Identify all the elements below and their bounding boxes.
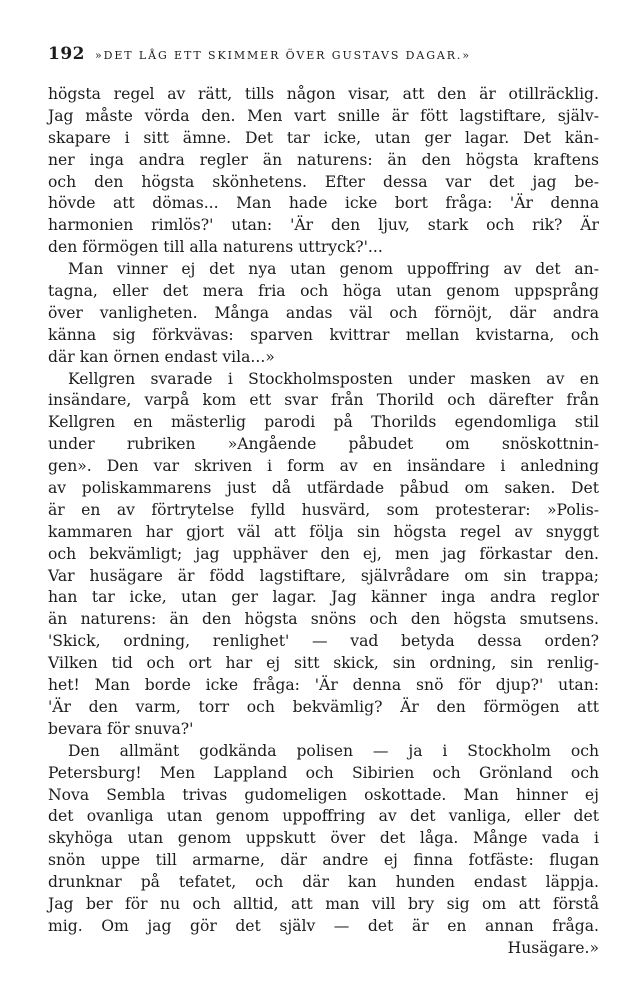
text-line: känna sig förkvävas: sparven kvittrar mellan kvistarna, och	[48, 325, 599, 344]
running-title: »DET LÅG ETT SKIMMER ÖVER GUSTAVS DAGAR.»	[95, 49, 471, 62]
text-line: insändare, varpå kom ett svar från Thorild och därefter från	[48, 391, 599, 410]
text-line: harmonien rimlös?' utan: 'Är den ljuv, stark och rik? Är	[48, 216, 599, 235]
text-line: Nova Sembla trivas gudomeligen oskottade. Man hinner ej	[48, 785, 599, 804]
text-line: är en av förtrytelse fylld husvärd, som protesterar: »Polis-	[48, 500, 599, 519]
paragraph-start-line: Kellgren svarade i Stockholmsposten under masken av en	[68, 369, 599, 388]
text-line: den förmögen till alla naturens uttryck?'...	[48, 238, 383, 257]
text-line: bevara för snuva?'	[48, 719, 194, 738]
text-line: skyhöga utan genom uppskutt över det låga. Månge vada i	[48, 829, 599, 848]
text-line: Jag måste vörda den. Men vart snille är fött lagstiftare, själv-	[48, 106, 599, 125]
text-line: Vilken tid och ort har ej sitt skick, sin ordning, sin renlig-	[48, 654, 599, 673]
text-line: det ovanliga utan genom uppoffring av det vanliga, eller det	[48, 807, 599, 826]
text-line: Kellgren en mästerlig parodi på Thorilds egendomliga stil	[48, 413, 599, 432]
paragraph-start-line: Den allmänt godkända polisen — ja i Stockholm och	[68, 741, 599, 760]
text-line: han tar icke, utan ger lagar. Jag känner inga andra reglor	[48, 588, 599, 607]
text-line: högsta regel av rätt, tills någon visar, att den är otillräcklig.	[48, 85, 599, 103]
page-number: 192	[48, 44, 85, 64]
text-line: ner inga andra regler än naturens: än den högsta kraftens	[48, 150, 599, 169]
text-line: kammaren har gjort väl att följa sin högsta regel av snyggt	[48, 522, 599, 541]
text-line: gen». Den var skriven i form av en insändare i anledning	[48, 457, 599, 476]
text-line: där kan örnen endast vila...»	[48, 347, 275, 366]
text-line: än naturens: än den högsta snöns och den högsta smutsens.	[48, 610, 599, 629]
text-line: drunknar på tefatet, och där kan hunden endast läppja.	[48, 873, 599, 892]
text-line: 'Skick, ordning, renlighet' — vad betyda dessa orden?	[48, 632, 599, 651]
text-line: hövde att dömas... Man hade icke bort fråga: 'Är denna	[48, 194, 599, 213]
body-text	[48, 84, 599, 960]
text-line: över vanligheten. Många andas väl och förnöjt, där andra	[48, 303, 599, 322]
text-line: mig. Om jag gör det själv — det är en annan fråga.	[48, 916, 599, 935]
text-line: och den högsta skönhetens. Efter dessa var det jag be-	[48, 172, 599, 191]
text-line: tagna, eller det mera fria och höga utan genom uppsprång	[48, 282, 599, 301]
text-line: Jag ber för nu och alltid, att man vill bry sig om att förstå	[48, 894, 599, 913]
text-line: het! Man borde icke fråga: 'Är denna snö för djup?' utan:	[48, 676, 599, 695]
page-header	[48, 44, 608, 74]
text-line: Var husägare är född lagstiftare, självrådare om sin trappa;	[48, 566, 599, 585]
paragraph-start-line: Man vinner ej det nya utan genom uppoffring av det an-	[68, 260, 599, 279]
text-line: snön uppe till armarne, där andre ej finna fotfäste: flugan	[48, 851, 599, 870]
text-line: av poliskammarens just då utfärdade påbud om saken. Det	[48, 479, 599, 498]
text-line: under rubriken »Angående påbudet om snöskottnin-	[48, 435, 599, 454]
text-line: Petersburg! Men Lappland och Sibirien och Grönland och	[48, 763, 599, 782]
signature-line: Husägare.»	[507, 938, 599, 957]
text-line: och bekvämligt; jag upphäver den ej, men jag förkastar den.	[48, 544, 599, 563]
text-line: 'Är den varm, torr och bekvämlig? Är den förmögen att	[48, 697, 599, 716]
text-line: skapare i sitt ämne. Det tar icke, utan ger lagar. Det kän-	[48, 128, 599, 147]
